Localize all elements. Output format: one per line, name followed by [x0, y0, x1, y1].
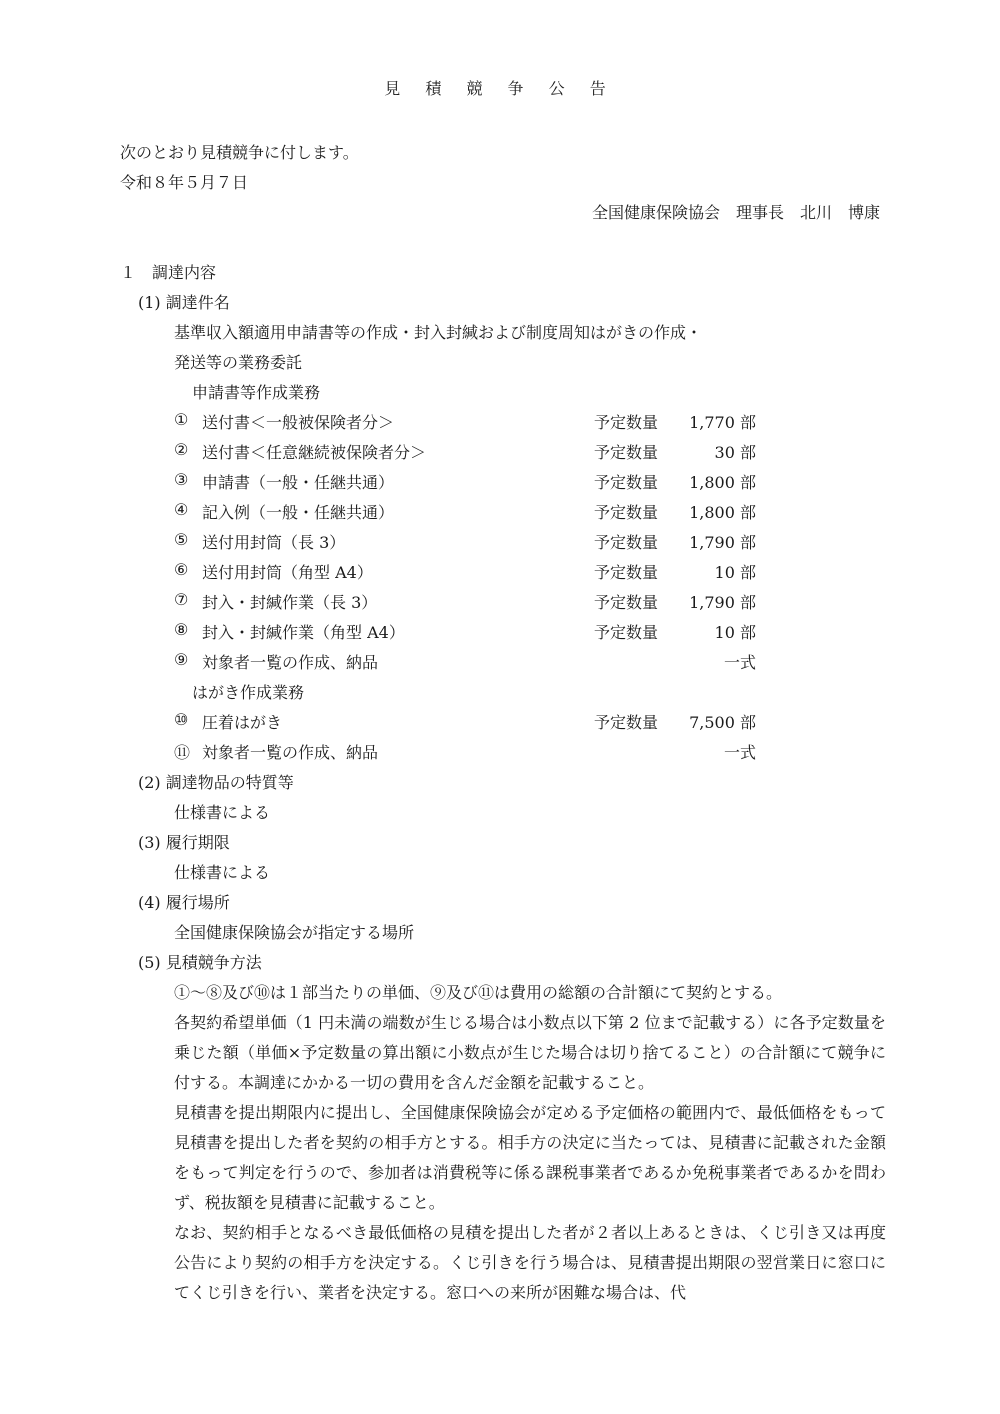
- quantity-label: 予定数量: [594, 713, 659, 732]
- subsection-3-label: (3) 履行期限: [138, 833, 230, 852]
- subsection-2-label: (2) 調達物品の特質等: [138, 773, 294, 792]
- item-number: ⑤: [174, 530, 189, 549]
- list-item: [174, 500, 764, 524]
- quantity-value: 1,790 部: [689, 593, 756, 612]
- quantity-value: 10 部: [714, 623, 756, 642]
- item-number: ⑦: [174, 590, 189, 609]
- quantity-label: 予定数量: [594, 413, 659, 432]
- quantity-label: 予定数量: [594, 473, 659, 492]
- subsection-3-text: 仕様書による: [174, 863, 271, 882]
- item-name: 圧着はがき: [202, 713, 283, 732]
- item-number: ⑥: [174, 560, 189, 579]
- method-paragraph-1: ①～⑧及び⑩は１部当たりの単価、⑨及び⑪は費用の総額の合計額にて契約とする。: [174, 983, 783, 1002]
- item-name: 対象者一覧の作成、納品: [202, 653, 379, 672]
- quantity-label: 予定数量: [594, 503, 659, 522]
- item-name: 送付書＜一般被保険者分＞: [202, 413, 395, 432]
- item-name: 封入・封緘作業（角型 A4）: [202, 623, 405, 642]
- item-number: ③: [174, 470, 189, 489]
- item-number: ②: [174, 440, 189, 459]
- quantity-label: 予定数量: [594, 533, 659, 552]
- intro-text: 次のとおり見積競争に付します。: [120, 143, 359, 162]
- quantity-value: 1,770 部: [689, 413, 756, 432]
- list-item: [174, 560, 764, 584]
- item-number: ④: [174, 500, 189, 519]
- list-item: [174, 470, 764, 494]
- method-paragraph-3: 見積書を提出期限内に提出し、全国健康保険協会が定める予定価格の範囲内で、最低価格をもって見積書を提出した者を契約の相手方とする。相手方の決定に当たっては、見積書に記載された金額をもって判定を行うので、参加者は消費税等に係る課税事業者であるか免税事業者であるかを問わず、税抜額を見積書に記載すること。: [174, 1103, 886, 1212]
- quantity-value: 1,790 部: [689, 533, 756, 552]
- subsection-1-label: (1) 調達件名: [138, 293, 230, 312]
- item-name: 送付書＜任意継続被保険者分＞: [202, 443, 427, 462]
- quantity-value: 1,800 部: [689, 503, 756, 522]
- list-item: [174, 410, 764, 434]
- item-name: 申請書（一般・任継共通）: [202, 473, 395, 492]
- item-number: ⑩: [174, 710, 189, 729]
- list-item: [174, 650, 764, 674]
- list-item: [174, 440, 764, 464]
- item-number: ⑪: [174, 743, 191, 762]
- list-item: [174, 620, 764, 644]
- subsection-2-text: 仕様書による: [174, 803, 271, 822]
- list-item: [174, 530, 764, 554]
- quantity-label: 予定数量: [594, 593, 659, 612]
- item-name: 送付用封筒（角型 A4）: [202, 563, 373, 582]
- quantity-label: 予定数量: [594, 563, 659, 582]
- subsection-4-label: (4) 履行場所: [138, 893, 230, 912]
- procurement-name-line-2: 発送等の業務委託: [174, 353, 303, 372]
- item-name: 送付用封筒（長 3）: [202, 533, 346, 552]
- item-name: 対象者一覧の作成、納品: [202, 743, 379, 762]
- document-title: 見 積 競 争 公 告: [384, 79, 616, 98]
- method-paragraph-2: 各契約希望単価（1 円未満の端数が生じる場合は小数点以下第 2 位まで記載する）に各予定数量を乗じた額（単価×予定数量の算出額に小数点が生じた場合は切り捨てること）の合計額にて競争に付する。本調達にかかる一切の費用を含んだ金額を記載すること。: [174, 1013, 886, 1092]
- quantity-value: 一式: [723, 743, 756, 762]
- quantity-label: 予定数量: [594, 623, 659, 642]
- issuer-name: 全国健康保険協会 理事長 北川 博康: [591, 203, 880, 222]
- subsection-5-label: (5) 見積競争方法: [138, 953, 262, 972]
- item-name: 封入・封緘作業（長 3）: [202, 593, 378, 612]
- section-1-heading: １ 調達内容: [120, 263, 217, 282]
- quantity-value: 1,800 部: [689, 473, 756, 492]
- item-number: ①: [174, 410, 189, 429]
- list-item: [174, 740, 764, 764]
- item-name: 記入例（一般・任継共通）: [202, 503, 395, 522]
- subsection-4-text: 全国健康保険協会が指定する場所: [174, 923, 415, 942]
- list-item: [174, 710, 764, 734]
- quantity-label: 予定数量: [594, 443, 659, 462]
- group-1-title: 申請書等作成業務: [192, 383, 321, 402]
- quantity-value: 一式: [723, 653, 756, 672]
- item-number: ⑨: [174, 650, 189, 669]
- issue-date: 令和８年５月７日: [120, 173, 249, 192]
- procurement-name-line-1: 基準収入額適用申請書等の作成・封入封緘および制度周知はがきの作成・: [174, 323, 703, 342]
- group-2-title: はがき作成業務: [192, 683, 305, 702]
- quantity-value: 30 部: [714, 443, 756, 462]
- method-paragraph-4: なお、契約相手となるべき最低価格の見積を提出した者が２者以上あるときは、くじ引き又は再度公告により契約の相手方を決定する。くじ引きを行う場合は、見積書提出期限の翌営業日に窓口にてくじ引きを行い、業者を決定する。窓口への来所が困難な場合は、代: [174, 1223, 886, 1302]
- list-item: [174, 590, 764, 614]
- item-number: ⑧: [174, 620, 189, 639]
- quantity-value: 7,500 部: [689, 713, 756, 732]
- quantity-value: 10 部: [714, 563, 756, 582]
